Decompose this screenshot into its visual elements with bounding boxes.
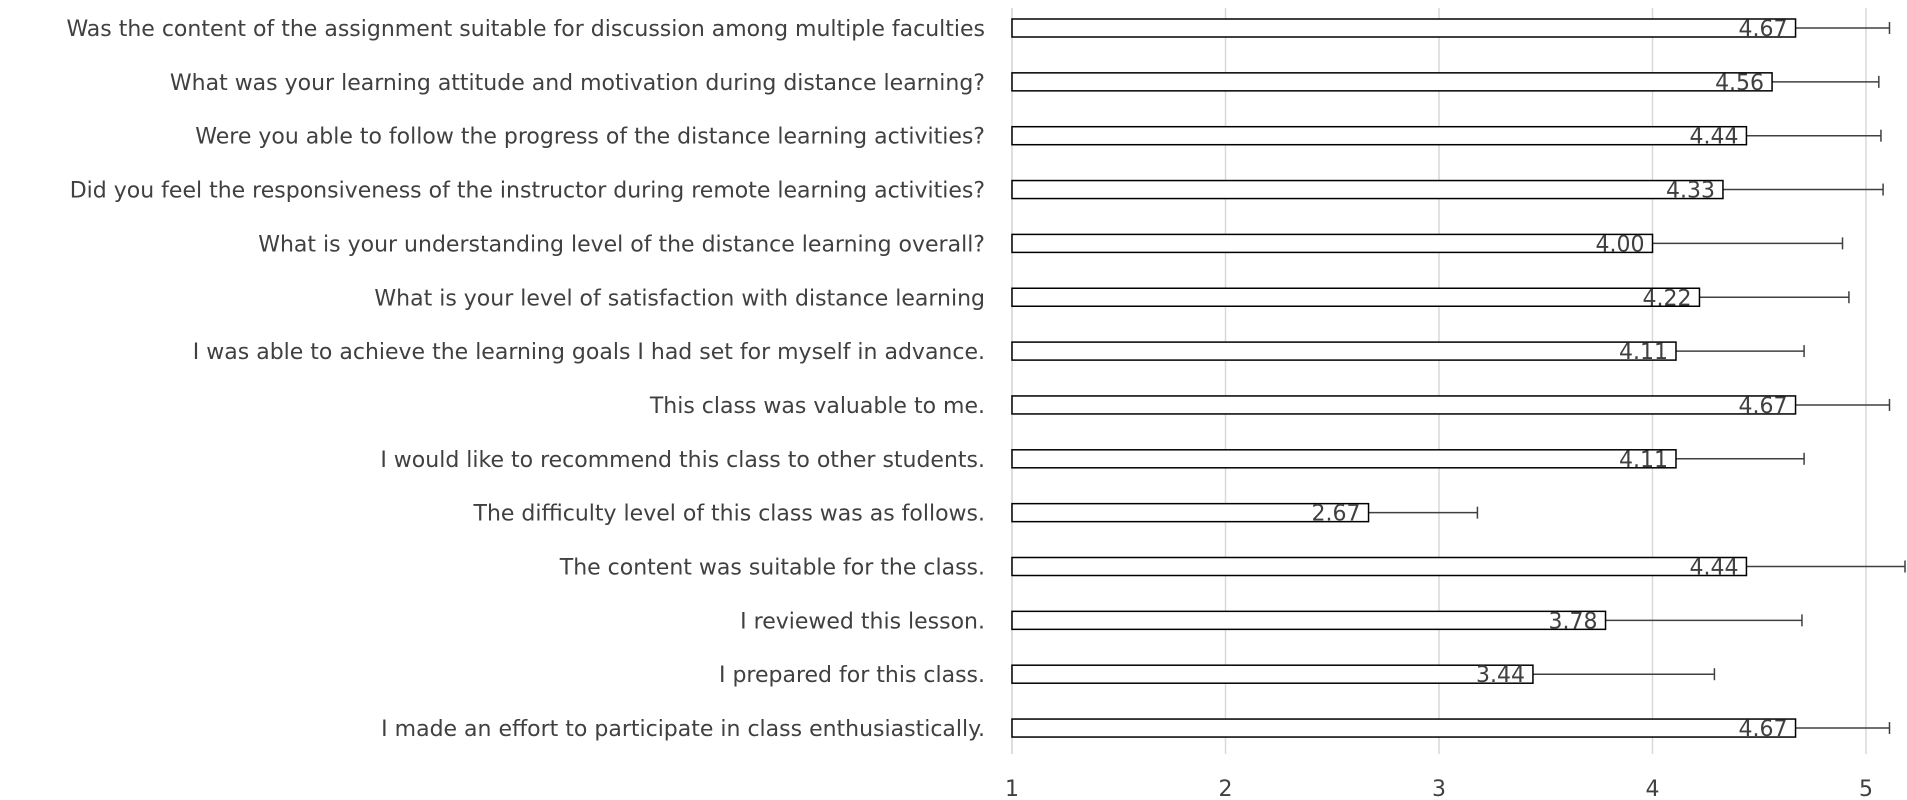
bar [1012,181,1723,199]
x-tick-label: 4 [1645,777,1660,800]
category-label: I prepared for this class. [718,663,985,689]
data-label: 4.33 [1665,178,1715,204]
category-label: Were you able to follow the progress of the distance learning activities? [195,124,985,150]
x-tick-label: 3 [1432,777,1446,800]
category-label: What is your level of satisfaction with distance learning [374,286,985,312]
category-label: The content was suitable for the class. [559,555,985,581]
bar [1012,558,1746,576]
bar [1012,719,1796,737]
data-label: 4.67 [1738,17,1788,42]
bar [1012,234,1653,252]
category-label: I was able to achieve the learning goals I had set for myself in advance. [192,340,985,366]
category-label: What is your understanding level of the distance learning overall? [258,232,985,258]
bar [1012,611,1606,629]
data-label: 4.11 [1619,340,1668,366]
bar [1012,127,1746,145]
bar [1012,19,1796,37]
x-tick-label: 1 [1005,777,1019,800]
category-label: I reviewed this lesson. [740,609,985,635]
data-label: 4.00 [1595,232,1645,258]
data-label: 4.44 [1689,124,1739,150]
data-label: 2.67 [1311,501,1361,527]
bar [1012,288,1699,306]
category-label: I made an effort to participate in class enthusiastically. [381,717,985,743]
bars [1012,17,1905,742]
x-tick-label: 5 [1859,777,1873,800]
data-label: 4.22 [1642,286,1692,312]
x-axis-ticks [1005,777,1873,800]
data-label: 4.67 [1738,393,1788,419]
category-label: The difficulty level of this class was as follows. [473,501,985,527]
data-label: 4.11 [1619,447,1668,473]
data-label: 3.78 [1548,609,1598,635]
category-label: This class was valuable to me. [649,393,985,419]
data-label: 4.67 [1738,717,1788,743]
x-tick-label: 2 [1218,777,1233,800]
category-label: Was the content of the assignment suitable for discussion among multiple faculties [66,17,985,42]
bar [1012,665,1533,683]
bar [1012,342,1676,360]
category-label: Did you feel the responsiveness of the instructor during remote learning activities? [69,178,985,204]
category-label: What was your learning attitude and motivation during distance learning? [169,70,985,96]
data-label: 3.44 [1475,663,1525,689]
data-label: 4.56 [1715,70,1765,96]
bar [1012,396,1796,414]
bar [1012,73,1772,91]
category-label: I would like to recommend this class to other students. [380,447,985,473]
bar [1012,450,1676,468]
data-label: 4.44 [1689,555,1739,581]
gridlines [1012,8,1866,754]
category-labels [66,17,985,742]
